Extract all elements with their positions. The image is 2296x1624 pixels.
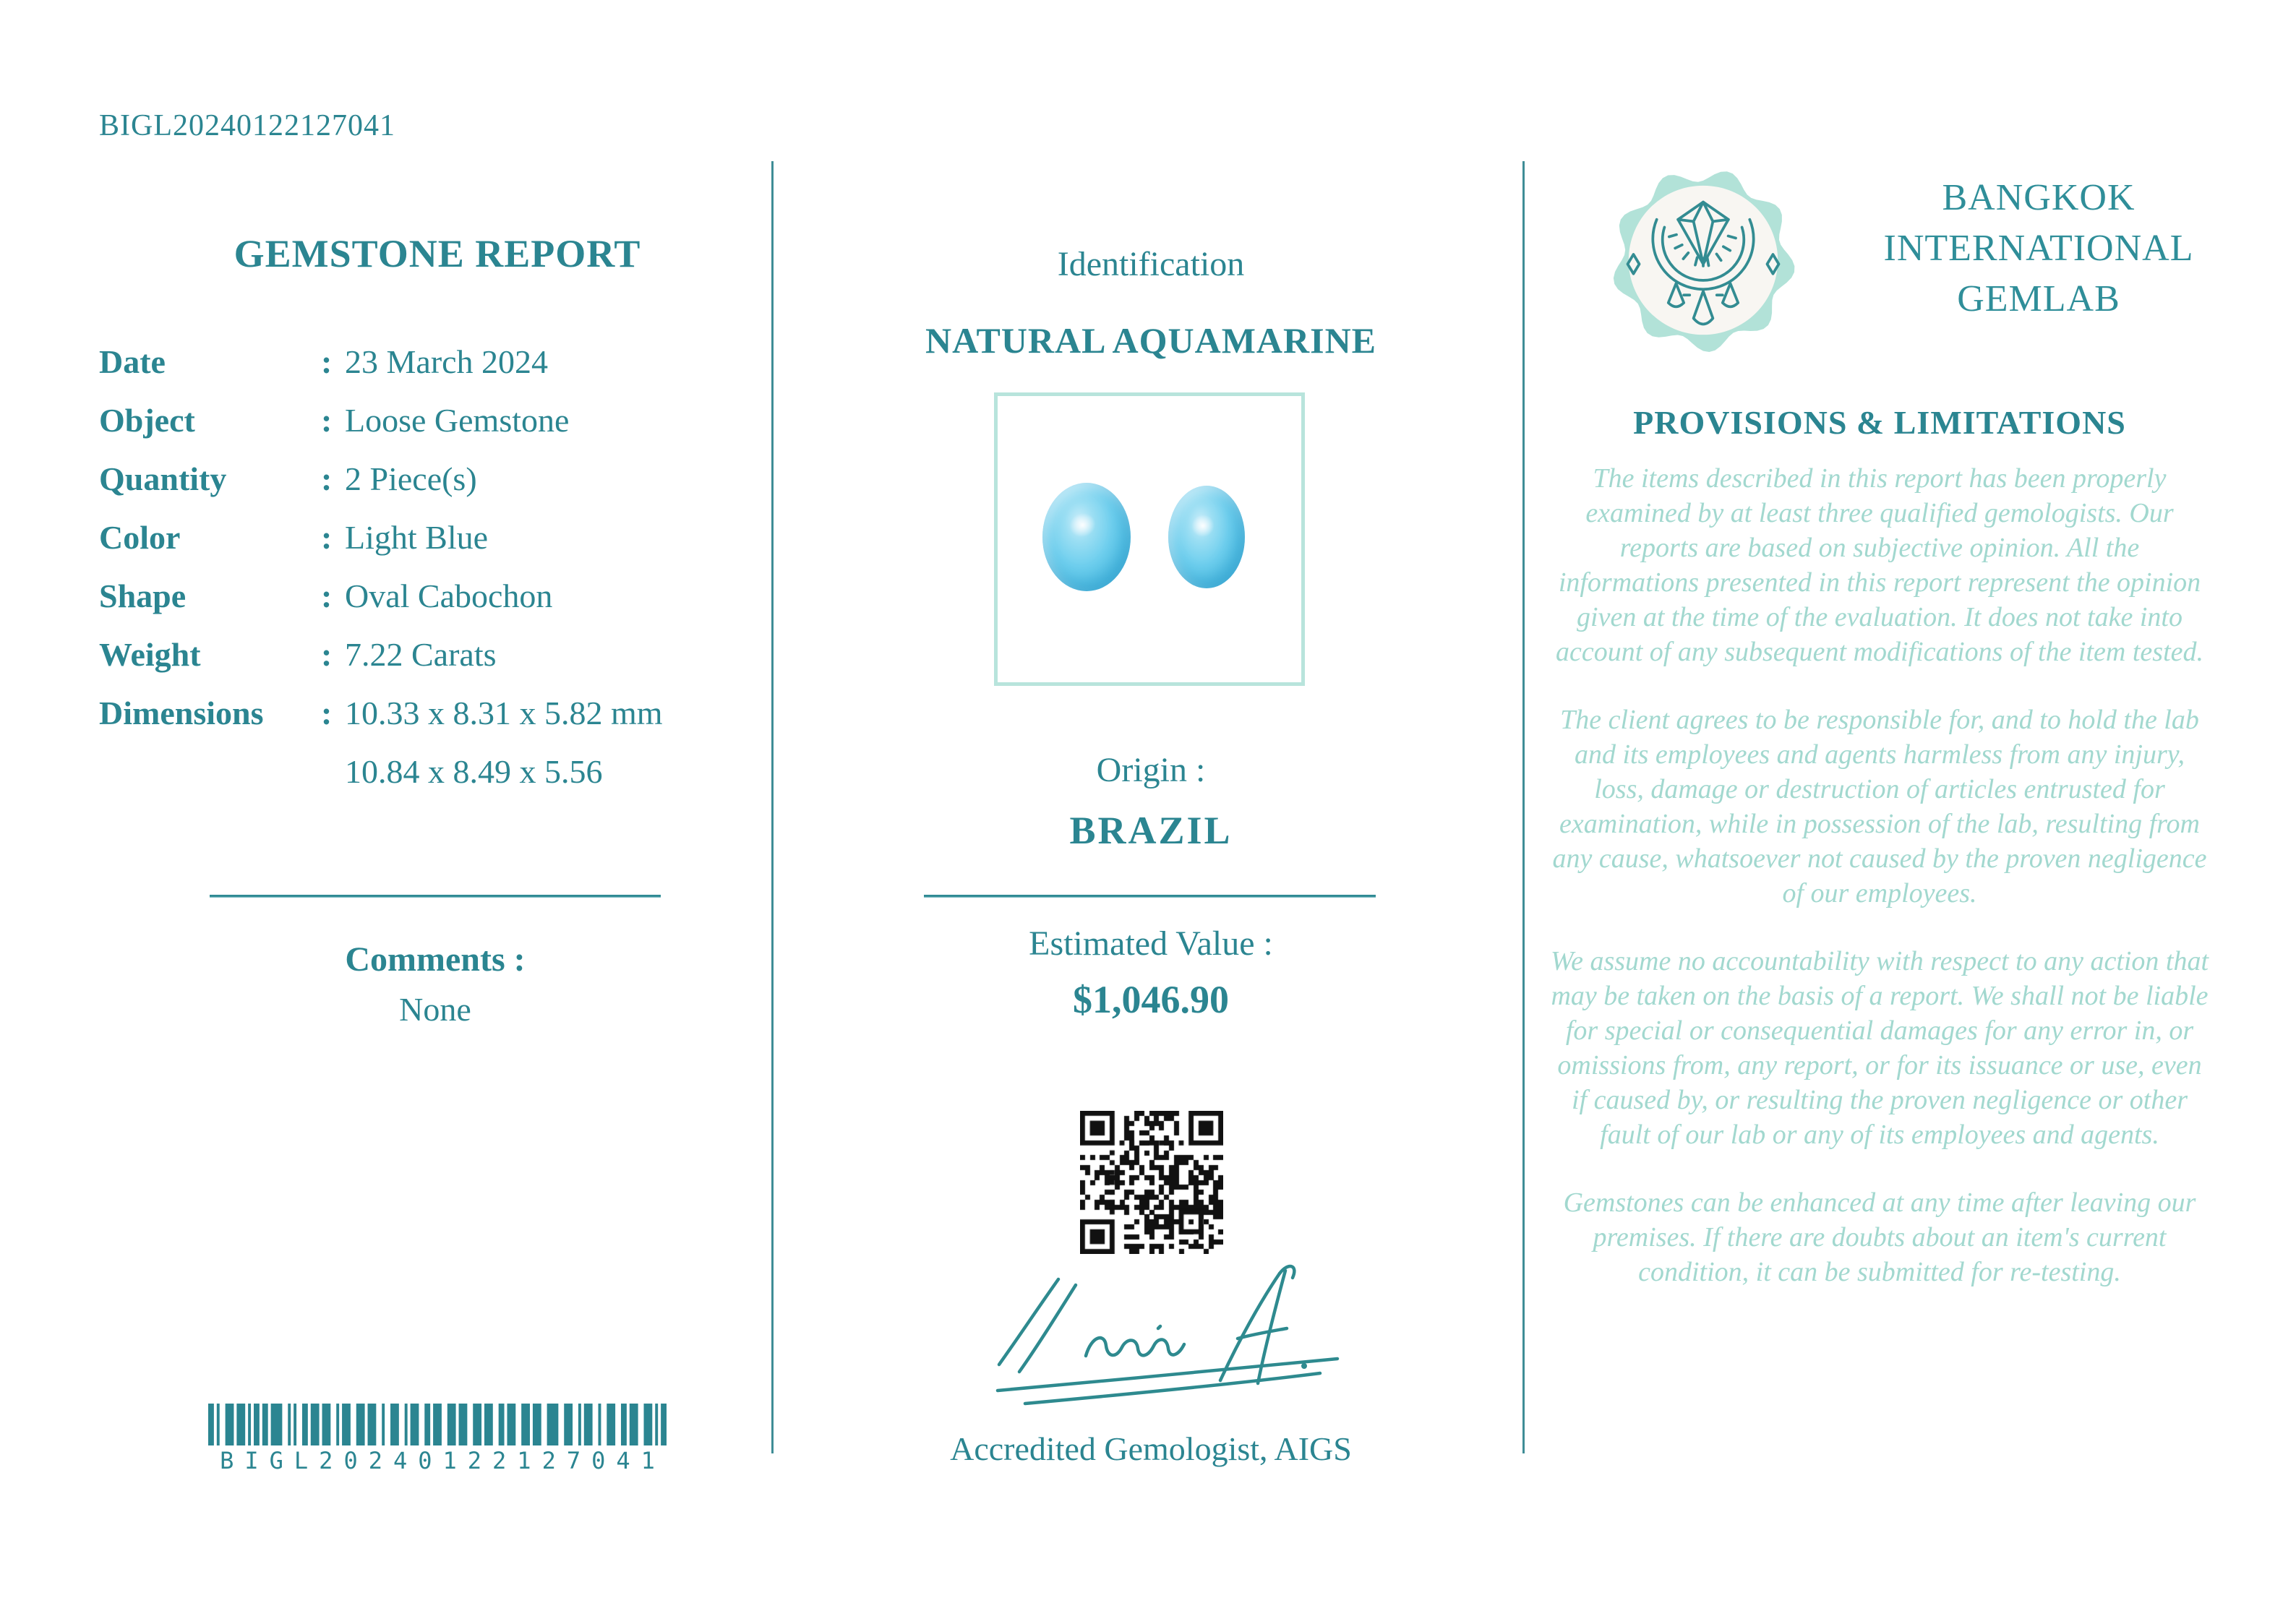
field-label: Weight [99, 636, 201, 673]
field-colon: : [321, 402, 333, 439]
field-colon: : [321, 577, 333, 614]
field-row-weight [99, 625, 750, 684]
gem-name: NATURAL AQUAMARINE [925, 320, 1377, 361]
field-value: 10.84 x 8.49 x 5.56 [345, 753, 603, 790]
field-colon: : [321, 343, 333, 380]
lab-name-line: BANGKOK [1942, 177, 2136, 218]
provisions-paragraph: We assume no accountability with respect to any action that may be taken on the basis of a report. We shall not be liable for special or consequential damages for any error in, or omissions from, any report, or for its issuance or use, even if caused by, or resulting the proven negligence or other fault of our lab or any of its employees and agents. [1550, 946, 2209, 1150]
comments-value: None [399, 991, 471, 1028]
report-title: GEMSTONE REPORT [234, 232, 641, 275]
identification-heading: Identification [1057, 245, 1245, 283]
lab-name-line: GEMLAB [1957, 278, 2120, 319]
field-value: 7.22 Carats [345, 636, 497, 673]
estimated-value-amount: $1,046.90 [1073, 978, 1229, 1021]
field-row-shape [99, 567, 750, 625]
report-number: BIGL20240122127041 [99, 109, 395, 142]
provisions-heading: PROVISIONS & LIMITATIONS [1633, 404, 2126, 441]
origin-label: Origin : [1096, 751, 1206, 789]
report-fields-table [99, 332, 750, 801]
field-value: Light Blue [345, 519, 489, 556]
field-label: Date [99, 343, 166, 380]
comments-heading: Comments : [345, 940, 526, 979]
field-label: Shape [99, 577, 187, 614]
gem-photo-left [1042, 483, 1131, 591]
comments-divider-line [210, 895, 661, 898]
gemologist-signature [977, 1263, 1353, 1419]
field-label: Color [99, 519, 181, 556]
field-row-color [99, 508, 750, 567]
barcode-text: BIGL20240122127041 [220, 1447, 666, 1474]
estimated-value-label: Estimated Value : [1029, 924, 1273, 963]
lab-logo-badge-icon [1606, 163, 1800, 357]
field-value: Loose Gemstone [345, 402, 570, 439]
value-divider-line [924, 895, 1376, 898]
column-divider-right [1522, 161, 1525, 1453]
gem-photo-right [1168, 486, 1245, 588]
field-label: Dimensions [99, 695, 264, 731]
qr-code [1080, 1111, 1223, 1254]
field-colon: : [321, 519, 333, 556]
field-colon: : [321, 695, 333, 731]
origin-value: BRAZIL [1069, 809, 1233, 852]
field-value: 10.33 x 8.31 x 5.82 mm [345, 695, 663, 731]
provisions-paragraphs [1547, 461, 2212, 1323]
field-colon: : [321, 460, 333, 497]
field-label: Object [99, 402, 195, 439]
field-row-object [99, 391, 750, 450]
barcode [208, 1404, 667, 1445]
column-divider-left [771, 161, 774, 1453]
lab-name [1851, 173, 2227, 325]
provisions-paragraph: The items described in this report has been properly examined by at least three qualified gemologists. Our reports are based on subjective opinion. All the informations presented in this report represent the opinion given at the time of the evaluation. It does not take into account of any subsequent modifications of the item tested. [1555, 463, 2203, 667]
field-row-date [99, 332, 750, 391]
field-row-dimensions-2 [99, 742, 750, 801]
gemologist-title: Accredited Gemologist, AIGS [950, 1430, 1352, 1467]
field-colon: : [321, 636, 333, 673]
provisions-paragraph: Gemstones can be enhanced at any time after leaving our premises. If there are doubts about an item's current condition, it can be submitted for re-testing. [1563, 1187, 2196, 1287]
field-value: 23 March 2024 [345, 343, 549, 380]
field-row-dimensions [99, 684, 750, 742]
gem-photo-frame [994, 392, 1305, 686]
field-row-quantity [99, 450, 750, 508]
provisions-paragraph: The client agrees to be responsible for, and to hold the lab and its employees and agents harmless from any injury, loss, damage or destruction of articles entrusted for examination, while in possession of the lab, resulting from any cause, whatsoever not caused by the proven negligence of our employees. [1552, 705, 2207, 908]
field-value: Oval Cabochon [345, 577, 553, 614]
lab-name-line: INTERNATIONAL [1883, 228, 2194, 269]
field-value: 2 Piece(s) [345, 460, 477, 497]
field-label: Quantity [99, 460, 227, 497]
